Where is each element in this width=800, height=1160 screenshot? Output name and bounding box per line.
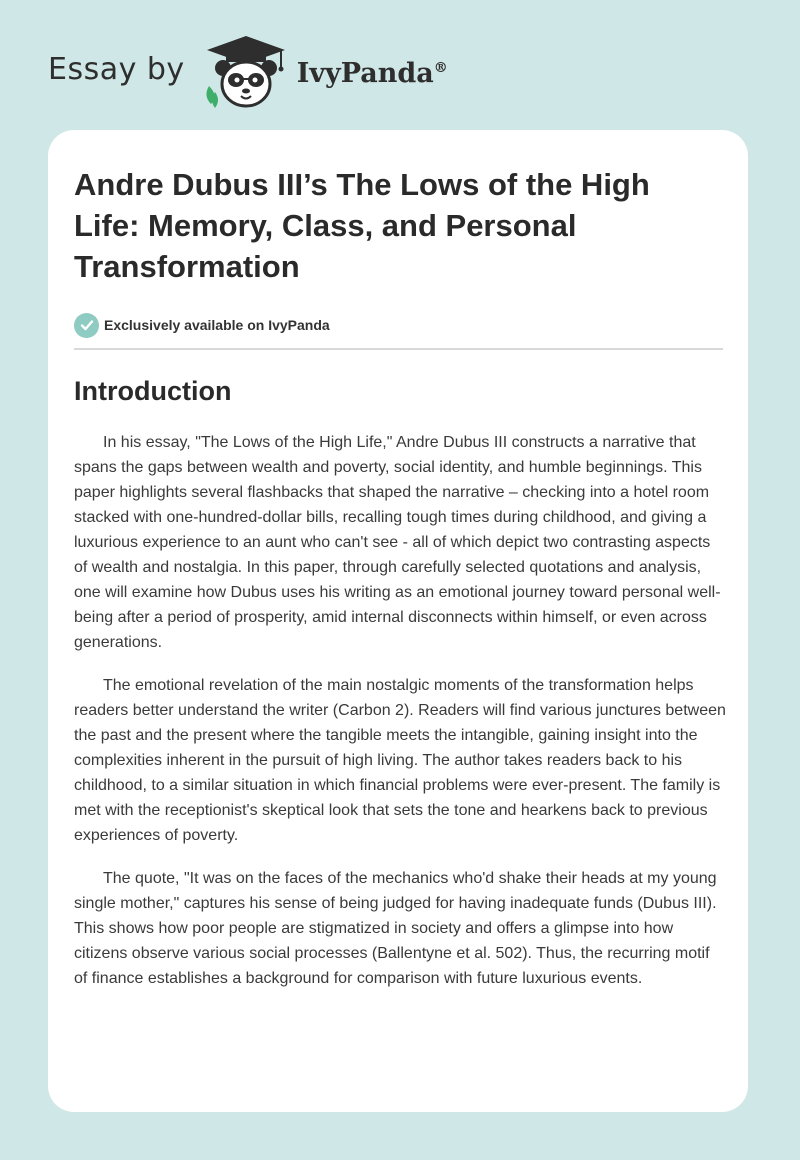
paragraph: The emotional revelation of the main nostalgic moments of the transformation helps readers better understand the writer (Carbon 2). Readers will find various junctures between the past and the present where the tangible meets the intangible, gaining insight into the complexities inherent in the pursuit of high living. The author takes readers back to his childhood, to a similar situation in which financial problems were ever-present. The family is met with the receptionist's skeptical look that sets the tone and hearkens back to previous experiences of poverty. xyxy=(74,677,726,844)
paragraph: In his essay, "The Lows of the High Life," Andre Dubus III constructs a narrative that spans the gaps between wealth and poverty, social identity, and humble beginnings. This paper highlights several flashbacks that shaped the narrative – checking into a hotel room stacked with one-hundred-dollar bills, recalling tough times during childhood, and giving a luxurious experience to an aunt who can't see - all of which depict two contrasting aspects of wealth and nostalgia. In this paper, through carefully selected quotations and analysis, one will examine how Dubus uses his writing as an emotional journey toward personal well-being after a period of prosperity, amid internal disconnects within himself, or even across generations. xyxy=(74,434,721,651)
panda-graduate-icon[interactable] xyxy=(201,34,291,110)
check-icon xyxy=(74,313,99,338)
paragraph: The quote, "It was on the faces of the mechanics who'd shake their heads at my young single mother," captures his sense of being judged for having inadequate funds (Dubus III). This shows how poor people are stigmatized in society and offers a glimpse into how citizens observe various social processes (Ballentyne et al. 502). Thus, the recurring motif of finance establishes a background for comparison with future luxurious events. xyxy=(74,870,717,987)
trademark-symbol: ® xyxy=(433,59,448,76)
exclusive-label: Exclusively available on IvyPanda xyxy=(104,317,330,333)
brand-name[interactable]: IvyPanda® xyxy=(296,57,448,89)
essay-card xyxy=(48,130,748,1112)
site-header xyxy=(48,34,508,110)
section-heading: Introduction xyxy=(74,376,232,406)
essay-by-label: Essay by xyxy=(48,51,185,87)
essay-title: Andre Dubus III’s The Lows of the High Life: Memory, Class, and Personal Transformation xyxy=(74,167,650,284)
exclusive-badge xyxy=(74,312,722,338)
divider xyxy=(74,348,723,350)
